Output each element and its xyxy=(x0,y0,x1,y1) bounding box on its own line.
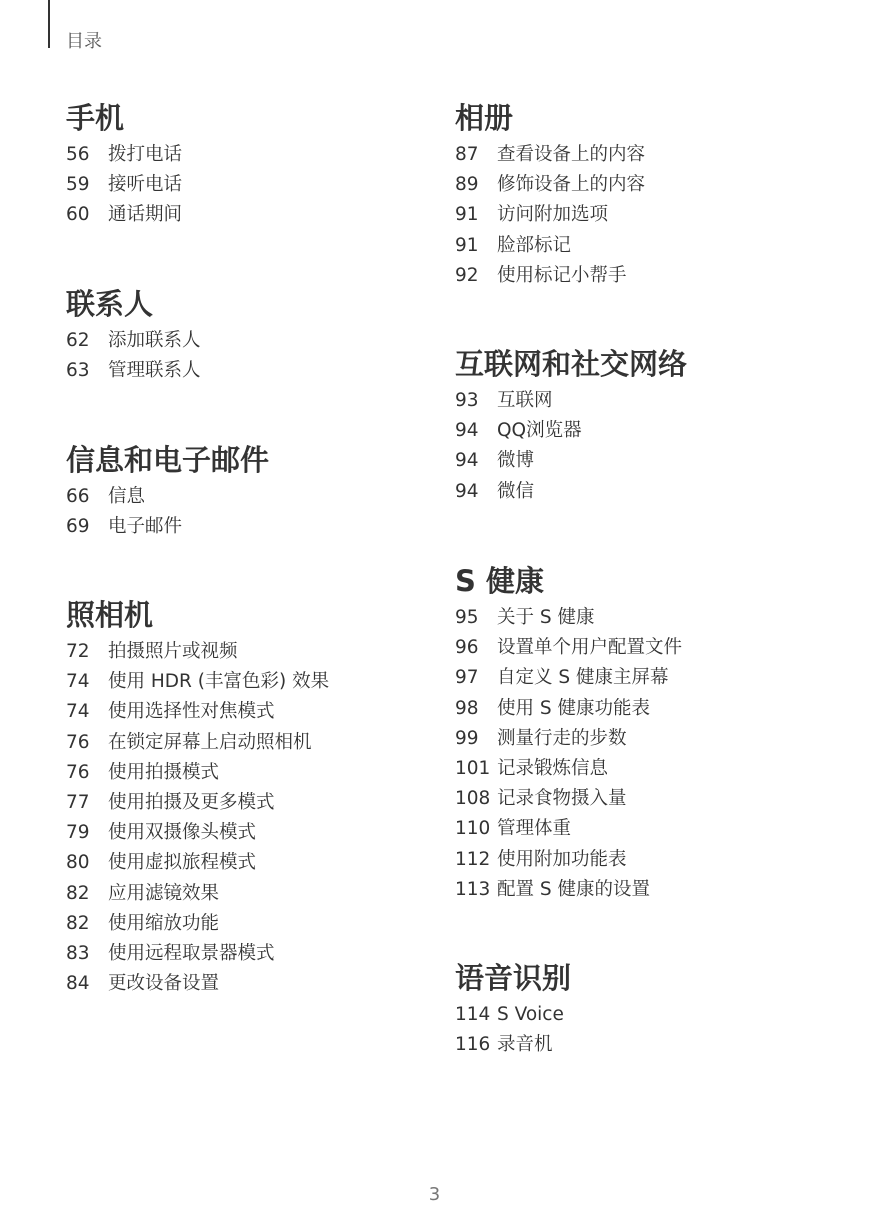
toc-entry[interactable] xyxy=(455,1000,855,1030)
running-header: 目录 xyxy=(66,31,102,52)
entry-text: 使用附加功能表 xyxy=(497,848,627,870)
entry-text: 使用拍摄模式 xyxy=(108,761,220,783)
entry-list xyxy=(66,326,466,386)
entry-text: 配置 S 健康的设置 xyxy=(497,878,651,900)
section-title: 信息和电子邮件 xyxy=(66,443,270,477)
section-title: 手机 xyxy=(66,101,125,135)
entry-text: 使用 S 健康功能表 xyxy=(497,697,651,719)
entry-text: 添加联系人 xyxy=(108,330,201,351)
entry-text: 使用 HDR (丰富色彩) 效果 xyxy=(108,671,330,693)
toc-entry[interactable] xyxy=(66,326,466,356)
entry-list xyxy=(455,603,855,905)
entry-page: 82 xyxy=(66,912,90,934)
entry-text: 记录食物摄入量 xyxy=(497,788,627,810)
toc-entry[interactable] xyxy=(455,261,855,291)
toc-section-internet-social xyxy=(455,346,855,507)
entry-page: 95 xyxy=(455,607,479,628)
toc-entry[interactable] xyxy=(66,758,466,788)
toc-entry[interactable] xyxy=(66,637,466,667)
entry-page: 93 xyxy=(455,390,479,411)
entry-text: 信息 xyxy=(108,486,146,507)
toc-entry[interactable] xyxy=(455,875,855,905)
page-edge-line xyxy=(48,0,50,48)
entry-page: 76 xyxy=(66,731,90,753)
section-title: 联系人 xyxy=(66,287,154,321)
entry-text: 微信 xyxy=(497,480,535,502)
entry-list xyxy=(66,140,466,231)
toc-entry[interactable] xyxy=(455,663,855,693)
toc-entry[interactable] xyxy=(66,482,466,512)
entry-page: 56 xyxy=(66,144,90,165)
toc-entry[interactable] xyxy=(455,446,855,476)
toc-entry[interactable] xyxy=(66,140,466,170)
section-title: 相册 xyxy=(455,101,514,135)
entry-text: 访问附加选项 xyxy=(497,204,609,226)
entry-text: 关于 S 健康 xyxy=(497,607,595,628)
entry-page: 99 xyxy=(455,727,479,749)
toc-entry[interactable] xyxy=(66,200,466,230)
toc-entry[interactable] xyxy=(455,200,855,230)
entry-page: 110 xyxy=(455,818,491,840)
toc-entry[interactable] xyxy=(66,170,466,200)
entry-text: 接听电话 xyxy=(108,174,183,196)
entry-page: 77 xyxy=(66,791,90,813)
toc-section-contacts xyxy=(66,286,466,386)
entry-page: 74 xyxy=(66,671,90,693)
entry-text: 更改设备设置 xyxy=(108,973,220,995)
section-title: S 健康 xyxy=(455,564,544,598)
entry-list xyxy=(66,482,466,542)
entry-page: 94 xyxy=(455,420,479,442)
toc-entry[interactable] xyxy=(455,633,855,663)
toc-section-messages-email xyxy=(66,442,466,542)
toc-entry[interactable] xyxy=(66,818,466,848)
entry-text: 使用远程取景器模式 xyxy=(108,942,275,964)
entry-page: 60 xyxy=(66,204,90,226)
entry-page: 59 xyxy=(66,174,90,196)
toc-entry[interactable] xyxy=(455,814,855,844)
entry-text: 录音机 xyxy=(497,1034,553,1056)
toc-entry[interactable] xyxy=(66,909,466,939)
section-title: 语音识别 xyxy=(455,961,572,995)
toc-entry[interactable] xyxy=(66,848,466,878)
toc-entry[interactable] xyxy=(66,939,466,969)
entry-text: 使用拍摄及更多模式 xyxy=(108,791,275,813)
toc-section-phone xyxy=(66,100,466,231)
entry-text: 通话期间 xyxy=(108,204,183,226)
toc-entry[interactable] xyxy=(455,231,855,261)
entry-page: 79 xyxy=(66,822,90,844)
entry-text: 使用选择性对焦模式 xyxy=(108,701,275,723)
entry-page: 89 xyxy=(455,174,479,196)
entry-page: 91 xyxy=(455,234,479,256)
toc-entry[interactable] xyxy=(455,724,855,754)
entry-page: 62 xyxy=(66,330,90,351)
entry-page: 114 xyxy=(455,1004,491,1025)
toc-entry[interactable] xyxy=(455,694,855,724)
entry-page: 66 xyxy=(66,486,90,507)
toc-section-camera xyxy=(66,597,466,999)
entry-page: 84 xyxy=(66,973,90,995)
toc-entry[interactable] xyxy=(455,140,855,170)
entry-list xyxy=(66,637,466,999)
entry-text: 应用滤镜效果 xyxy=(108,882,220,904)
toc-section-gallery xyxy=(455,100,855,291)
entry-text: 测量行走的步数 xyxy=(497,727,627,749)
entry-text: 管理体重 xyxy=(497,818,572,840)
entry-page: 94 xyxy=(455,480,479,502)
page-number: 3 xyxy=(428,1184,441,1205)
entry-text: 在锁定屏幕上启动照相机 xyxy=(108,731,312,753)
toc-entry[interactable] xyxy=(66,512,466,542)
entry-text: 使用双摄像头模式 xyxy=(108,822,257,844)
entry-text: S Voice xyxy=(497,1004,564,1025)
section-title: 互联网和社交网络 xyxy=(455,347,688,381)
toc-entry[interactable] xyxy=(455,603,855,633)
toc-entry[interactable] xyxy=(455,1030,855,1060)
toc-entry[interactable] xyxy=(455,170,855,200)
entry-list xyxy=(455,1000,855,1060)
entry-list xyxy=(455,386,855,507)
entry-page: 94 xyxy=(455,450,479,472)
entry-page: 82 xyxy=(66,882,90,904)
toc-entry[interactable] xyxy=(455,845,855,875)
entry-page: 116 xyxy=(455,1034,491,1056)
entry-text: 互联网 xyxy=(497,390,553,411)
entry-page: 96 xyxy=(455,637,479,659)
entry-page: 92 xyxy=(455,264,479,286)
entry-text: 设置单个用户配置文件 xyxy=(497,637,683,659)
entry-page: 83 xyxy=(66,942,90,964)
toc-entry[interactable] xyxy=(455,477,855,507)
toc-entry[interactable] xyxy=(66,697,466,727)
toc-entry[interactable] xyxy=(66,788,466,818)
entry-page: 63 xyxy=(66,360,90,382)
entry-text: 修饰设备上的内容 xyxy=(497,174,646,196)
entry-page: 112 xyxy=(455,848,491,870)
entry-text: 使用缩放功能 xyxy=(108,912,220,934)
entry-text: 电子邮件 xyxy=(108,516,183,538)
entry-page: 74 xyxy=(66,701,90,723)
toc-section-s-health xyxy=(455,563,855,905)
entry-page: 69 xyxy=(66,516,90,538)
toc-entry[interactable] xyxy=(455,754,855,784)
section-title: 照相机 xyxy=(66,598,154,632)
entry-page: 72 xyxy=(66,641,90,662)
entry-text: 使用虚拟旅程模式 xyxy=(108,852,257,874)
entry-text: 管理联系人 xyxy=(108,360,201,382)
entry-page: 87 xyxy=(455,144,479,165)
entry-text: 拨打电话 xyxy=(108,144,183,165)
toc-entry[interactable] xyxy=(66,879,466,909)
toc-entry[interactable] xyxy=(455,386,855,416)
entry-page: 80 xyxy=(66,852,90,874)
entry-page: 101 xyxy=(455,757,491,779)
toc-entry[interactable] xyxy=(66,728,466,758)
entry-page: 76 xyxy=(66,761,90,783)
toc-entry[interactable] xyxy=(66,969,466,999)
toc-entry[interactable] xyxy=(455,784,855,814)
entry-list xyxy=(455,140,855,291)
entry-page: 108 xyxy=(455,788,491,810)
toc-entry[interactable] xyxy=(455,416,855,446)
entry-text: QQ浏览器 xyxy=(497,420,582,442)
entry-text: 记录锻炼信息 xyxy=(497,757,609,779)
entry-text: 脸部标记 xyxy=(497,234,572,256)
entry-text: 拍摄照片或视频 xyxy=(108,641,238,662)
toc-section-voice-recognition xyxy=(455,960,855,1060)
toc-entry[interactable] xyxy=(66,356,466,386)
entry-text: 查看设备上的内容 xyxy=(497,144,646,165)
entry-text: 微博 xyxy=(497,450,535,472)
entry-text: 自定义 S 健康主屏幕 xyxy=(497,667,669,689)
entry-page: 113 xyxy=(455,878,491,900)
entry-page: 97 xyxy=(455,667,479,689)
toc-entry[interactable] xyxy=(66,667,466,697)
entry-text: 使用标记小帮手 xyxy=(497,264,627,286)
entry-page: 91 xyxy=(455,204,479,226)
entry-page: 98 xyxy=(455,697,479,719)
